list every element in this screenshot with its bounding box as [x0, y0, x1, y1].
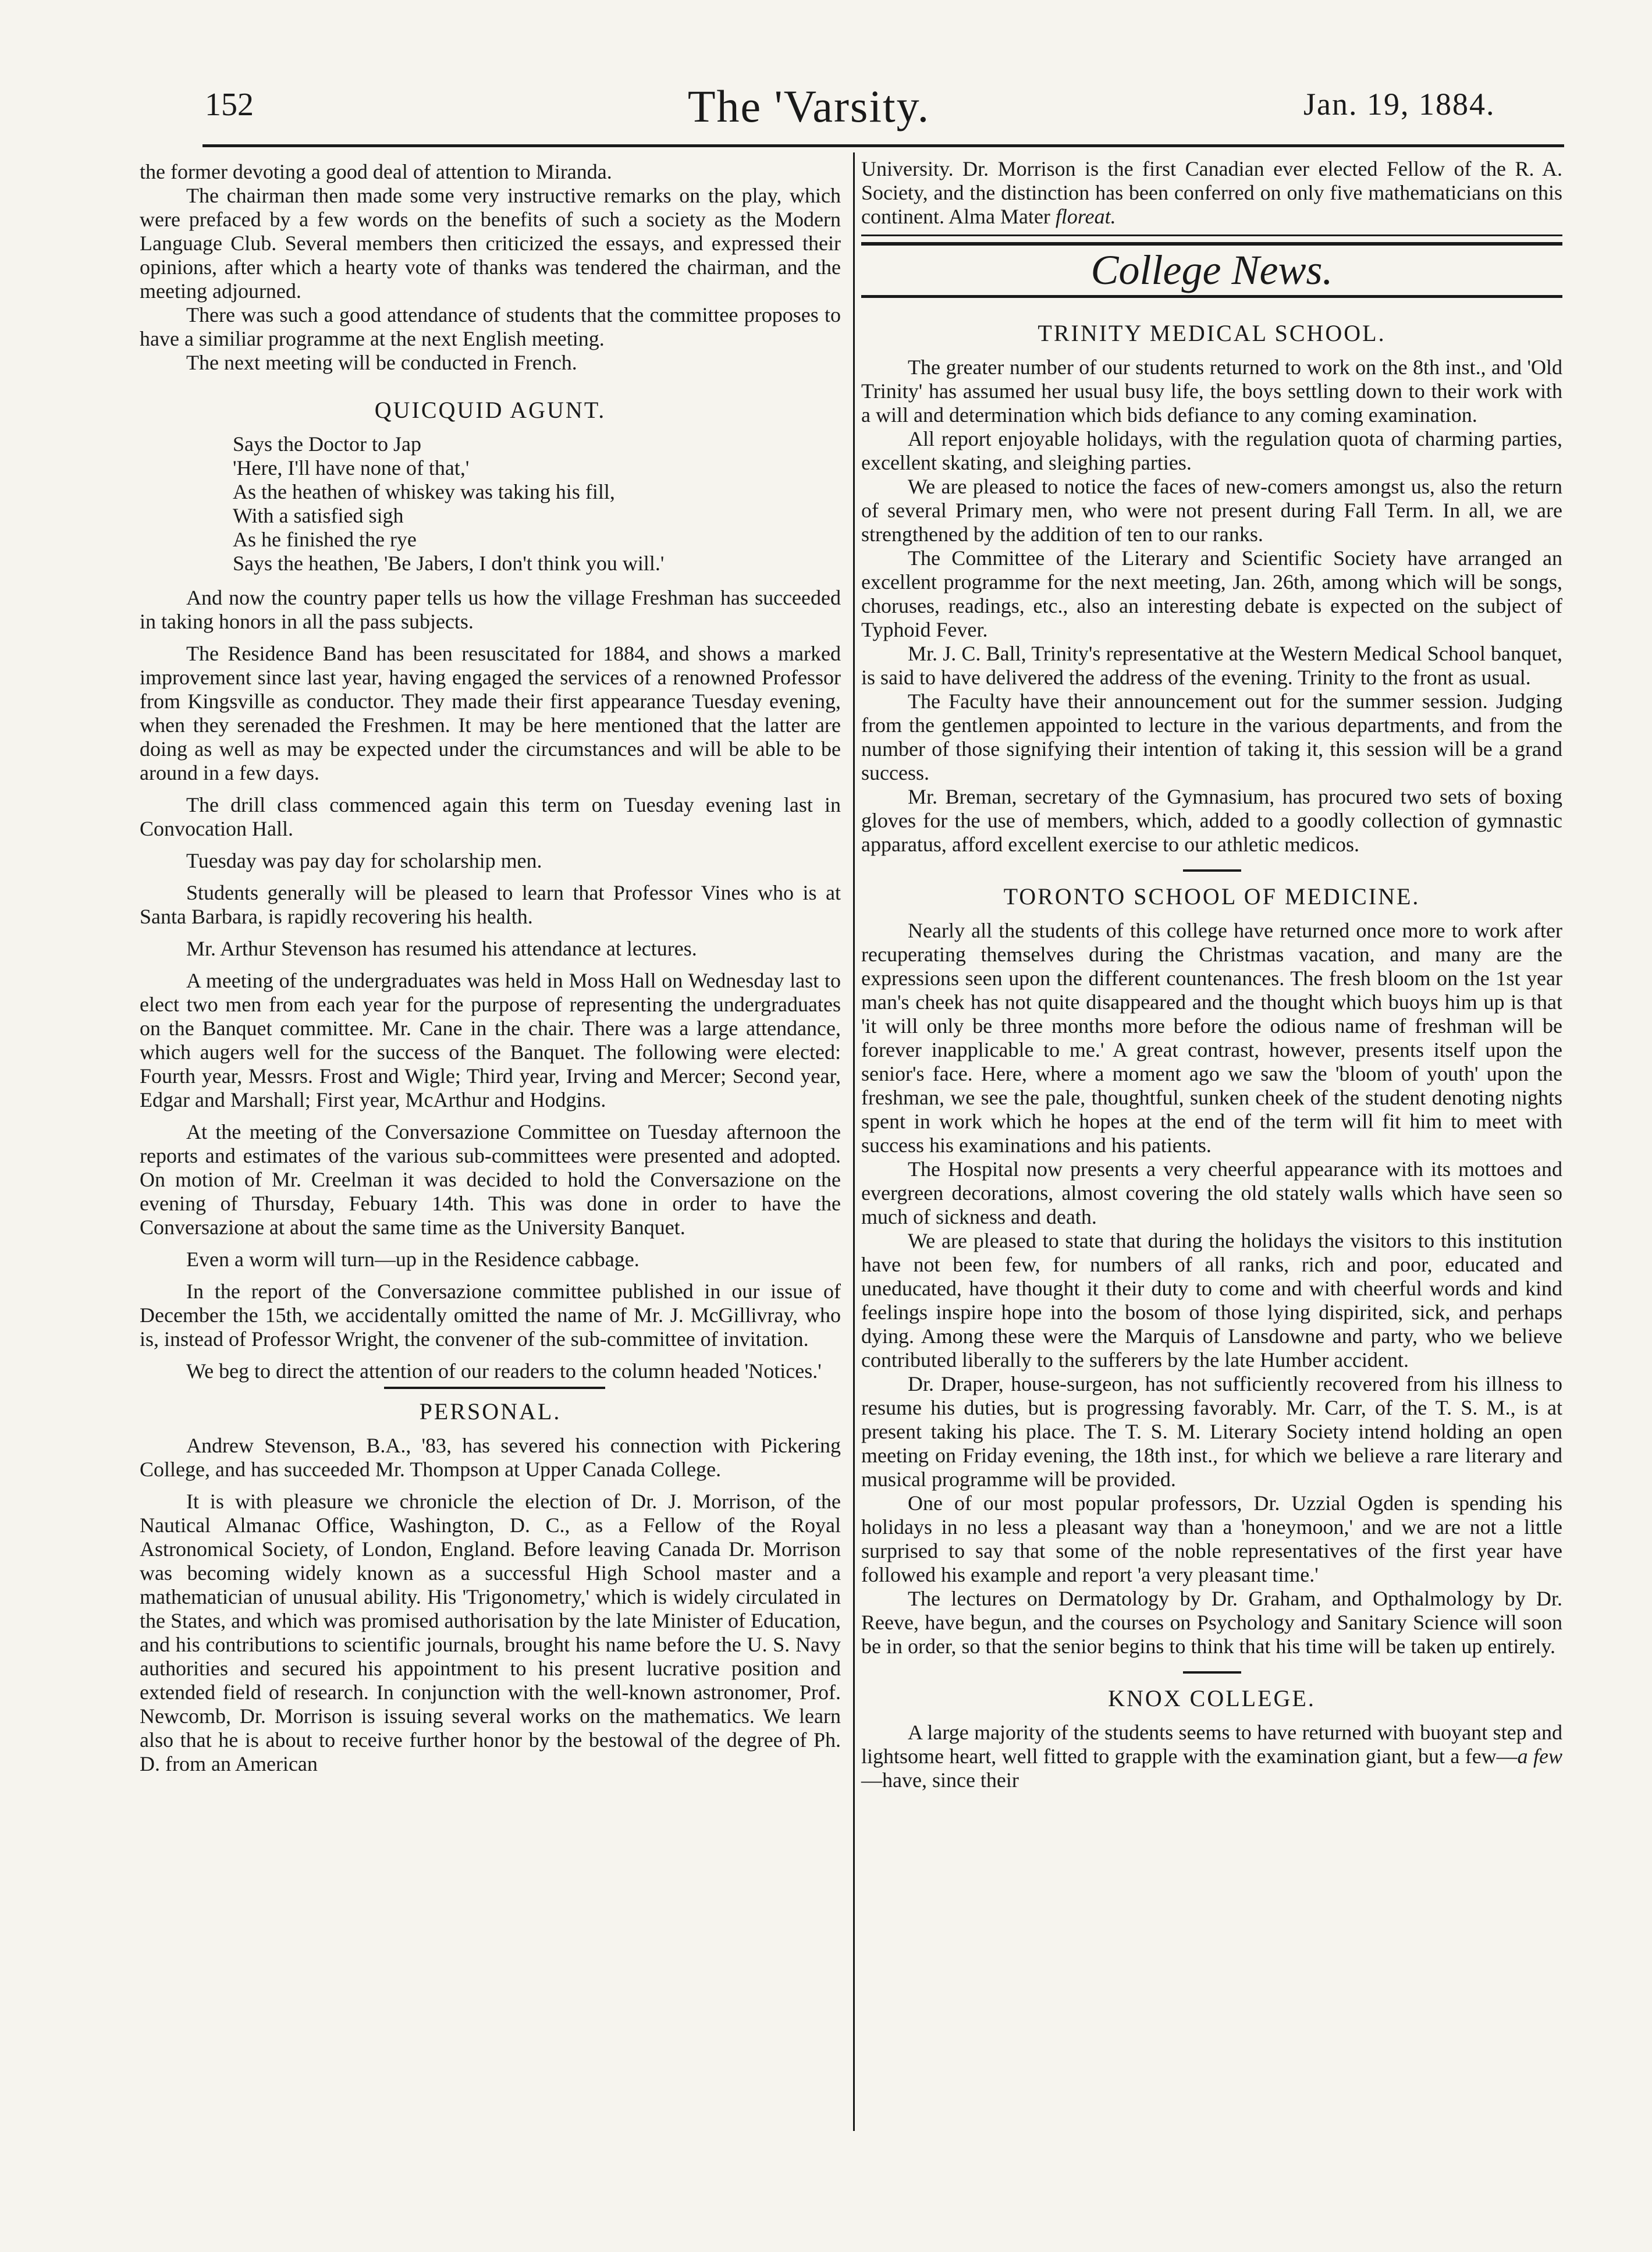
paragraph: The greater number of our students returned to work on the 8th inst., and 'Old Trinity' has assumed her usual busy life, the boys settling down to their work with a will and determination which bids defiance to any coming examination.: [861, 356, 1562, 427]
section-heading-personal: PERSONAL.: [419, 1398, 562, 1425]
paragraph: The Committee of the Literary and Scientific Society have arranged an excellent programme for the next meeting, Jan. 26th, among which will be songs, choruses, readings, etc., also an interesting debate is expected on the subject of Typhoid Fever.: [861, 546, 1562, 641]
paragraph: Andrew Stevenson, B.A., '83, has severed his connection with Pickering College, and has succeeded Mr. Thompson at Upper Canada College.: [140, 1434, 841, 1481]
paragraph-text: A large majority of the students seems to have returned with buoyant step and lightsome heart, well fitted to grapple with the examination giant, but a few—: [861, 1721, 1562, 1768]
masthead-title: The 'Varsity.: [687, 81, 930, 132]
double-rule: [861, 235, 1562, 246]
paragraph: Nearly all the students of this college have returned once more to work after recuperating themselves during the Christmas vacation, and many are the expressions seen upon the different countenances. The fresh bloom on the 1st year man's cheek has not quite disappeared and the thought which buoys him up is that 'it will only be three months more before the odious name of freshman will be forever inapplicable to me.' A great contrast, however, presents itself upon the senior's face. Here, where a moment ago we saw the 'bloom of youth' upon the freshman, we see the pale, thoughtful, sunken cheek of the student denoting nights spent in work which he hopes at the end of the term will fit him to meet with success his examinations and his patients.: [861, 919, 1562, 1157]
paragraph: At the meeting of the Conversazione Committee on Tuesday afternoon the reports and estimates of the various sub-committees were presented and adopted. On motion of Mr. Creelman it was decided to hold the Conversazione on the evening of Thursday, Febuary 14th. This was done in order to have the Conversazione at about the same time as the University Banquet.: [140, 1120, 841, 1239]
section-heading-trinity: TRINITY MEDICAL SCHOOL.: [1038, 320, 1386, 346]
paragraph: One of our most popular professors, Dr. Uzzial Ogden is spending his holidays in no less a pleasant way than a 'honeymoon,' and we are not a little surprised to say that some of the noble representatives of the first year have followed his example and report 'a very pleasant time.': [861, 1491, 1562, 1586]
section-heading-knox: KNOX COLLEGE.: [1108, 1685, 1316, 1711]
header-rule: [202, 144, 1564, 147]
paragraph: The chairman then made some very instructive remarks on the play, which were prefaced by a few words on the benefits of such a society as the Modern Language Club. Several members then criticized the essays, and expressed their opinions, after which a hearty vote of thanks was tendered the chairman, and the meeting adjourned.: [140, 184, 841, 303]
column-divider: [853, 152, 855, 2131]
paragraph: We are pleased to state that during the holidays the visitors to this institution have not been few, for numbers of all ranks, rich and poor, educated and uneducated, have thought it their duty to come and with cheerful words and kind feelings inspire hope into the bosom of those lying dispirited, sick, and perhaps dying. Among these were the Marquis of Lansdowne and party, who we believe contributed liberally to the sufferers by the late Humber accident.: [861, 1229, 1562, 1372]
paragraph: [861, 157, 1562, 229]
paragraph: There was such a good attendance of students that the committee proposes to have a similiar programme at the next English meeting.: [140, 303, 841, 350]
paragraph: The next meeting will be conducted in French.: [186, 351, 577, 374]
section-rule: [861, 295, 1562, 298]
poem-line: As the heathen of whiskey was taking his fill,: [233, 480, 615, 503]
paragraph: Mr. Breman, secretary of the Gymnasium, has procured two sets of boxing gloves for the use of members, which, added to a goodly collection of gymnastic apparatus, afford excellent exercise to our athletic medicos.: [861, 785, 1562, 856]
paragraph: [861, 1721, 1562, 1792]
paragraph: The Faculty have their announcement out for the summer session. Judging from the gentlemen appointed to lecture in the various departments, and from the number of those signifying their intention of taking it, this session will be a grand success.: [861, 690, 1562, 784]
section-heading-toronto: TORONTO SCHOOL OF MEDICINE.: [1003, 883, 1420, 910]
page-number: 152: [205, 87, 254, 123]
paragraph: The drill class commenced again this term on Tuesday evening last in Convocation Hall.: [140, 793, 841, 840]
poem-line: Says the heathen, 'Be Jabers, I don't think you will.': [233, 552, 665, 575]
poem: [233, 432, 841, 576]
separator: [1183, 1671, 1241, 1674]
page-header: [0, 80, 1652, 144]
paragraph: The Residence Band has been resuscitated for 1884, and shows a marked improvement since last year, having engaged the services of a renowned Professor from Kingsville as conductor. They made their first appearance Tuesday evening, when they serenaded the Freshmen. It may be here mentioned that the latter are doing as well as may be expected under the circumstances and will be able to be around in a few days.: [140, 642, 841, 784]
left-column: [140, 160, 841, 1776]
paragraph: Students generally will be pleased to learn that Professor Vines who is at Santa Barbara, is rapidly recovering his health.: [140, 881, 841, 928]
poem-line: With a satisfied sigh: [233, 504, 404, 527]
paragraph-text: University. Dr. Morrison is the first Canadian ever elected Fellow of the R. A. Society, and the distinction has been conferred on only five mathematicians on this continent. Alma Mater: [861, 157, 1562, 228]
paragraph: Mr. J. C. Ball, Trinity's representative at the Western Medical School banquet, is said to have delivered the address of the evening. Trinity to the front as usual.: [861, 642, 1562, 689]
separator: [1183, 869, 1241, 872]
issue-date: Jan. 19, 1884.: [1303, 87, 1495, 122]
paragraph: Tuesday was pay day for scholarship men.: [186, 849, 542, 872]
section-heading-quicquid: QUICQUID AGUNT.: [374, 397, 606, 423]
paragraph: All report enjoyable holidays, with the regulation quota of charming parties, excellent skating, and sleighing parties.: [861, 427, 1562, 474]
right-column: [861, 157, 1562, 1792]
paragraph: A meeting of the undergraduates was held in Moss Hall on Wednesday last to elect two men from each year for the purpose of representing the undergraduates on the Banquet committee. Mr. Cane in the chair. There was a large attendance, which augers well for the success of the Banquet. The following were elected: Fourth year, Messrs. Frost and Wigle; Third year, Irving and Mercer; Second year, Edgar and Marshall; First year, McArthur and Hodgins.: [140, 969, 841, 1111]
paragraph: The lectures on Dermatology by Dr. Graham, and Opthalmology by Dr. Reeve, have begun, and the courses on Psychology and Sanitary Science will soon be in order, so that the senior begins to think that his time will be taken up entirely.: [861, 1587, 1562, 1658]
poem-line: As he finished the rye: [233, 528, 417, 551]
section-rule: [384, 1387, 605, 1389]
italic-text: a few: [1517, 1745, 1562, 1768]
poem-line: 'Here, I'll have none of that,': [233, 456, 470, 479]
italic-text: floreat.: [1055, 205, 1116, 228]
paragraph: the former devoting a good deal of attention to Miranda.: [140, 160, 612, 183]
paragraph: The Hospital now presents a very cheerful appearance with its mottoes and evergreen decorations, almost covering the old stately walls which have seen so much of sickness and death.: [861, 1157, 1562, 1228]
paragraph-text: —have, since their: [861, 1768, 1019, 1792]
paragraph: In the report of the Conversazione committee published in our issue of December the 15th, we accidentally omitted the name of Mr. J. McGillivray, who is, instead of Professor Wright, the convener of the sub-committee of invitation.: [140, 1280, 841, 1351]
paragraph: We beg to direct the attention of our readers to the column headed 'Notices.': [186, 1359, 822, 1383]
paragraph: Dr. Draper, house-surgeon, has not sufficiently recovered from his illness to resume his duties, but is progressing favorably. Mr. Carr, of the T. S. M., is at present taking his place. The T. S. M. Literary Society intend holding an open meeting on Friday evening, the 18th inst., for which we believe a rare literary and musical programme will be provided.: [861, 1372, 1562, 1491]
college-news-title: College News.: [1090, 247, 1333, 293]
poem-line: Says the Doctor to Jap: [233, 432, 421, 456]
paragraph: Mr. Arthur Stevenson has resumed his attendance at lectures.: [186, 937, 697, 960]
paragraph: It is with pleasure we chronicle the election of Dr. J. Morrison, of the Nautical Almanac Office, Washington, D. C., as a Fellow of the Royal Astronomical Society, of London, England. Before leaving Canada Dr. Morrison was becoming widely known as a successful High School master and a mathematician of unusual ability. His 'Trigonometry,' which is widely circulated in the States, and which was promised authorisation by the late Minister of Education, and his contributions to scientific journals, brought his name before the U. S. Navy authorities and secured his appointment to his present lucrative position and extended field of research. In conjunction with the well-known astronomer, Prof. Newcomb, Dr. Morrison is issuing several works on the mathematics. We learn also that he is about to receive further honor by the bestowal of the degree of Ph. D. from an American: [140, 1490, 841, 1775]
paragraph: We are pleased to notice the faces of new-comers amongst us, also the return of several Primary men, who were not present during Fall Term. In all, we are strengthened by the addition of ten to our ranks.: [861, 475, 1562, 546]
paragraph: Even a worm will turn—up in the Residence cabbage.: [186, 1248, 640, 1271]
paragraph: And now the country paper tells us how the village Freshman has succeeded in taking honors in all the pass subjects.: [140, 586, 841, 633]
